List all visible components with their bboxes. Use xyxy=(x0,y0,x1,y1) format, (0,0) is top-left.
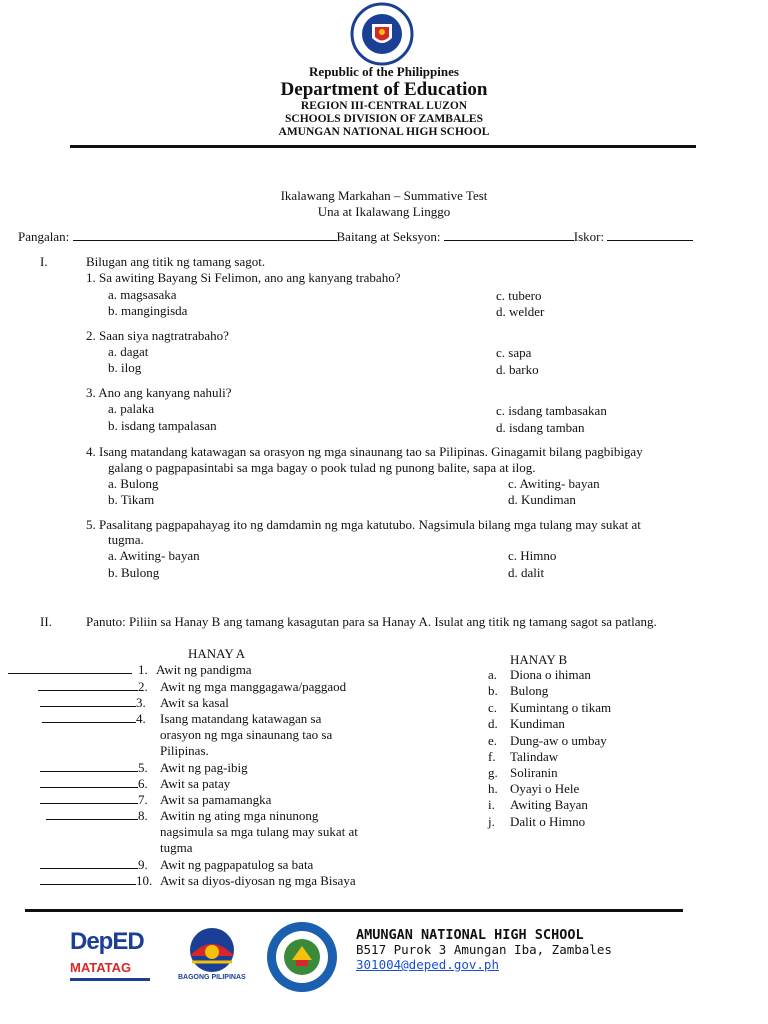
hanay-a-item: 6. Awit sa patay xyxy=(40,776,230,792)
bagong-pilipinas-icon xyxy=(172,926,252,974)
name-label: Pangalan: xyxy=(18,229,70,244)
score-label: Iskor: xyxy=(573,229,605,244)
grade-label: Baitang at Seksyon: xyxy=(336,229,441,244)
bagong-pilipinas-logo xyxy=(172,926,252,986)
choice-3b[interactable]: b. isdang tampalasan xyxy=(108,418,217,433)
hanay-a-item-8-line2: nagsimula sa mga tulang may sukat at xyxy=(160,824,358,839)
test-title: Ikalawang Markahan – Summative Test xyxy=(280,188,488,203)
question-2: 2. Saan siya nagtratrabaho? xyxy=(86,328,229,343)
choice-5d[interactable]: d. dalit xyxy=(508,565,545,580)
choice-2a[interactable]: a. dagat xyxy=(108,344,149,359)
choice-5a[interactable]: a. Awiting- bayan xyxy=(108,548,200,563)
choice-1c[interactable]: c. tubero xyxy=(496,288,542,303)
deped-matatag-logo xyxy=(68,928,158,986)
division-line: SCHOOLS DIVISION OF ZAMBALES xyxy=(285,113,483,125)
part1-instruction: Bilugan ang titik ng tamang sagot. xyxy=(86,254,266,269)
choice-4b[interactable]: b. Tikam xyxy=(108,492,155,507)
hanay-b-item: a. Diona o ihiman xyxy=(488,667,591,682)
footer-divider xyxy=(25,909,683,912)
test-subtitle: Una at Ikalawang Linggo xyxy=(317,204,451,219)
footer-address: B517 Purok 3 Amungan Iba, Zambales xyxy=(356,942,612,957)
hanay-a-item: 4. Isang matandang katawagan sa xyxy=(42,711,321,727)
question-5-line2: tugma. xyxy=(108,532,144,547)
answer-blank[interactable] xyxy=(8,662,132,674)
bagong-pilipinas-text: BAGONG PILIPINAS xyxy=(178,974,246,981)
department-title: Department of Education xyxy=(280,79,488,100)
question-1: 1. Sa awiting Bayang Si Felimon, ano ang kanyang trabaho? xyxy=(86,270,401,285)
hanay-a-item: 8. Awitin ng ating mga ninunong xyxy=(46,808,318,824)
choice-1a[interactable]: a. magsasaka xyxy=(108,287,177,302)
region-line: REGION III-CENTRAL LUZON xyxy=(300,100,468,112)
matatag-text: MATATAG xyxy=(70,960,132,975)
name-field[interactable] xyxy=(73,229,337,241)
answer-blank[interactable] xyxy=(46,808,138,820)
question-3: 3. Ano ang kanyang nahuli? xyxy=(86,385,232,400)
hanay-b-item: d. Kundiman xyxy=(488,716,565,731)
student-info-line xyxy=(18,229,693,245)
answer-blank[interactable] xyxy=(40,792,138,804)
choice-4d[interactable]: d. Kundiman xyxy=(508,492,576,507)
hanay-a-item: 3. Awit sa kasal xyxy=(40,695,229,711)
choice-1b[interactable]: b. mangingisda xyxy=(108,303,188,318)
answer-blank[interactable] xyxy=(42,711,136,723)
hanay-b-title: HANAY B xyxy=(510,652,568,667)
hanay-b-item: b. Bulong xyxy=(488,683,549,698)
choice-4a[interactable]: a. Bulong xyxy=(108,476,159,491)
hanay-a-item: 9. Awit ng pagpapatulog sa bata xyxy=(40,857,313,873)
choice-1d[interactable]: d. welder xyxy=(496,304,545,319)
grade-field[interactable] xyxy=(444,229,574,241)
hanay-a-item: 5. Awit ng pag-ibig xyxy=(40,760,248,776)
hanay-b-item: j. Dalit o Himno xyxy=(488,814,586,829)
choice-2d[interactable]: d. barko xyxy=(496,362,539,377)
question-5: 5. Pasalitang pagpapahayag ito ng damdamin ng mga katutubo. Nagsimula bilang mga tulang may sukat at xyxy=(86,517,641,532)
hanay-a-title: HANAY A xyxy=(188,646,246,661)
choice-3c[interactable]: c. isdang tambasakan xyxy=(496,403,607,418)
choice-2c[interactable]: c. sapa xyxy=(496,345,532,360)
answer-blank[interactable] xyxy=(40,857,138,869)
deped-logo-text: DepED xyxy=(70,928,144,955)
hanay-b-item: h. Oyayi o Hele xyxy=(488,781,580,796)
hanay-a-item-8-line3: tugma xyxy=(160,840,193,855)
answer-blank[interactable] xyxy=(40,776,138,788)
hanay-b-item: f. Talindaw xyxy=(488,749,559,764)
school-seal-icon xyxy=(256,920,348,994)
deped-seal-icon xyxy=(344,2,420,66)
republic-line: Republic of the Philippines xyxy=(309,64,459,79)
hanay-b-item: e. Dung-aw o umbay xyxy=(488,733,607,748)
hanay-b-item: c. Kumintang o tikam xyxy=(488,700,612,715)
part2-instruction: Panuto: Piliin sa Hanay B ang tamang kasagutan para sa Hanay A. Isulat ang titik ng tamang sagot sa patlang. xyxy=(86,614,657,629)
hanay-a-item: 2. Awit ng mga manggagawa/paggaod xyxy=(38,679,346,695)
answer-blank[interactable] xyxy=(38,679,138,691)
question-4: 4. Isang matandang katawagan sa orasyon ng mga sinaunang tao sa Pilipinas. Ginagamit bilang pagbibigay xyxy=(86,444,643,459)
score-field[interactable] xyxy=(607,229,693,241)
header-divider xyxy=(70,145,696,148)
hanay-b-item: i. Awiting Bayan xyxy=(488,797,588,812)
choice-3a[interactable]: a. palaka xyxy=(108,401,155,416)
footer-school-name: AMUNGAN NATIONAL HIGH SCHOOL xyxy=(356,927,584,943)
hanay-b-item: g. Soliranin xyxy=(488,765,558,780)
hanay-a-item: 7. Awit sa pamamangka xyxy=(40,792,271,808)
question-4-line2: galang o pagpapasintabi sa mga bagay o pook tulad ng punong balite, sapa at ilog. xyxy=(108,460,536,475)
choice-2b[interactable]: b. ilog xyxy=(108,360,142,375)
logo-underline xyxy=(70,978,150,981)
school-line: AMUNGAN NATIONAL HIGH SCHOOL xyxy=(278,126,490,138)
part1-numeral: I. xyxy=(40,254,48,269)
hanay-a-item: 10. Awit sa diyos-diyosan ng mga Bisaya xyxy=(40,873,356,889)
answer-blank[interactable] xyxy=(40,760,138,772)
choice-4c[interactable]: c. Awiting- bayan xyxy=(508,476,600,491)
answer-blank[interactable] xyxy=(40,695,136,707)
hanay-a-item-4-line2: orasyon ng mga sinaunang tao sa xyxy=(160,727,333,742)
hanay-a-item: 1. Awit ng pandigma xyxy=(8,662,252,678)
choice-5b[interactable]: b. Bulong xyxy=(108,565,160,580)
choice-3d[interactable]: d. isdang tamban xyxy=(496,420,585,435)
choice-5c[interactable]: c. Himno xyxy=(508,548,557,563)
answer-blank[interactable] xyxy=(40,873,136,885)
hanay-a-item-4-line3: Pilipinas. xyxy=(160,743,209,758)
footer-email-link[interactable]: 301004@deped.gov.ph xyxy=(356,957,499,972)
part2-numeral: II. xyxy=(40,614,52,629)
